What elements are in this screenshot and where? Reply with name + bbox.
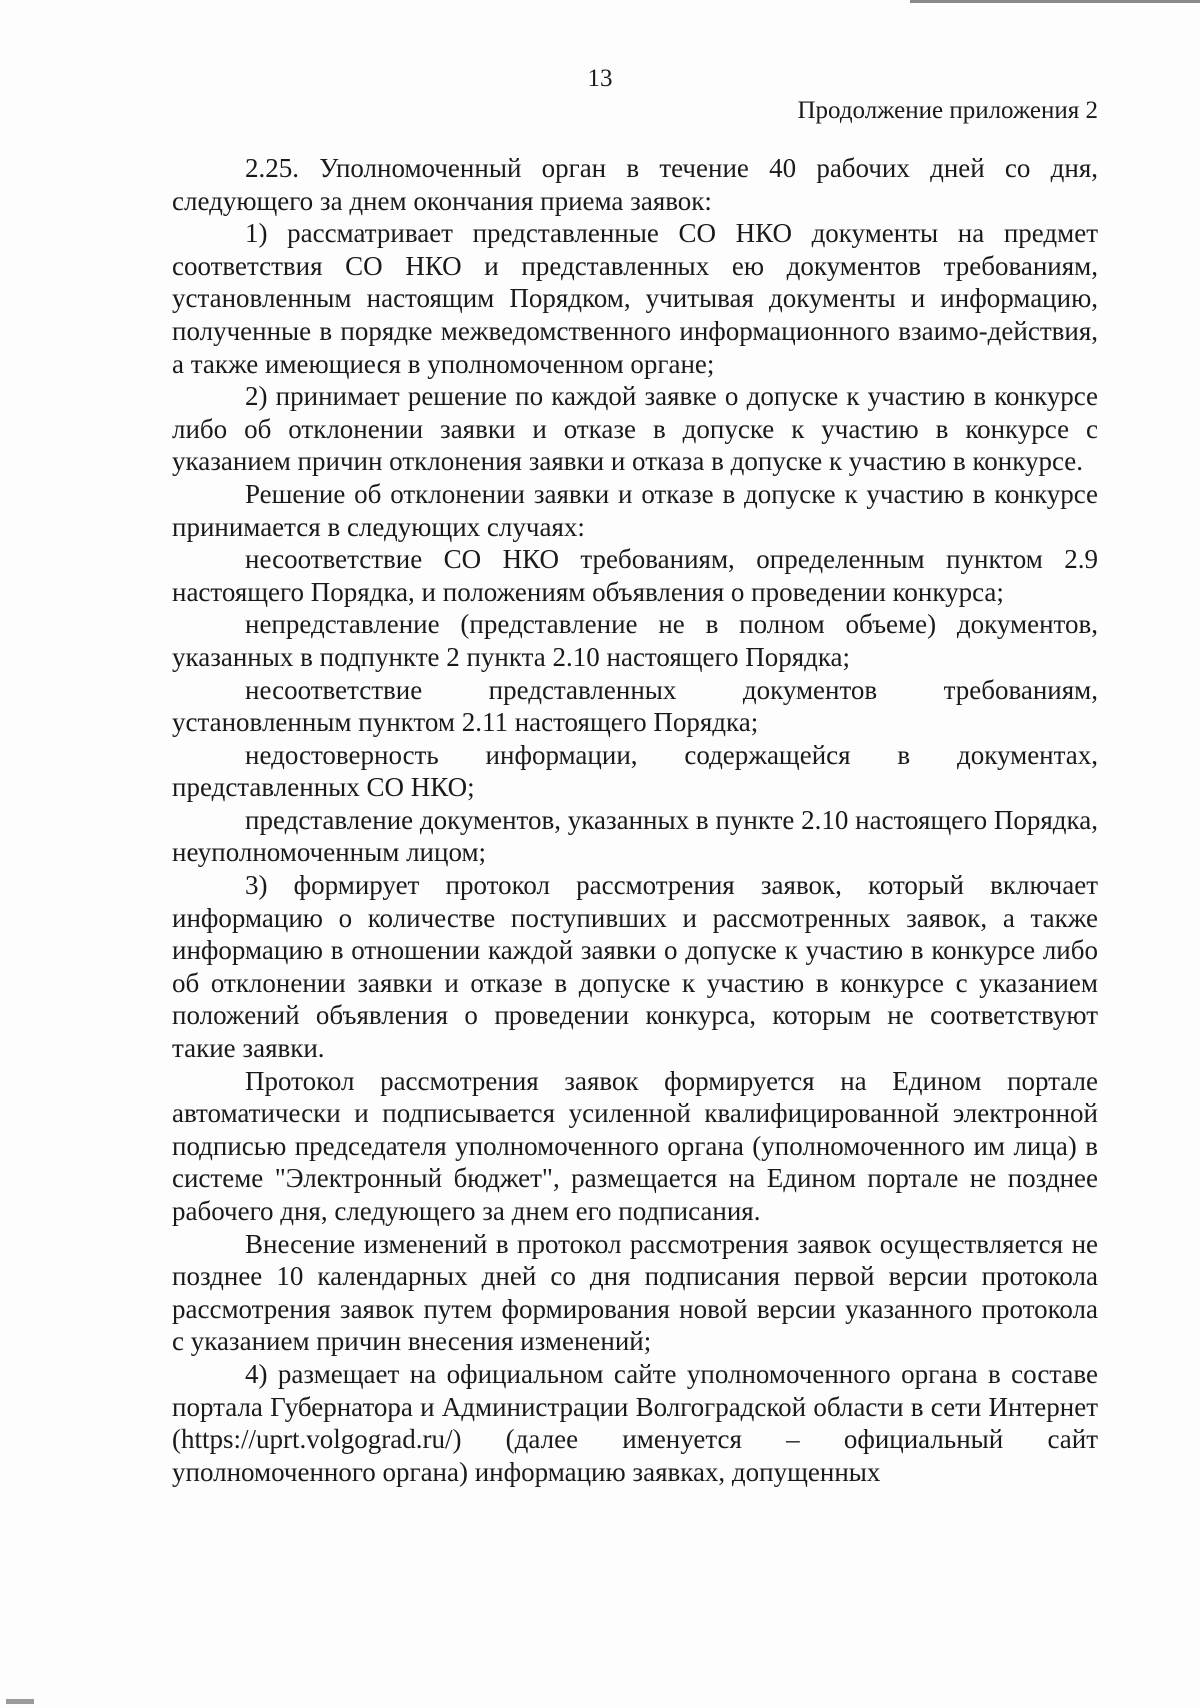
document-body xyxy=(172,152,1098,1488)
paragraph-item-1: 1) рассматривает представленные СО НКО документы на предмет соответствия СО НКО и представленных ею документов требованиям, установленным настоящим Порядком, учитывая документы и информацию, полученные в порядке межведомственного информационного взаимо-действия, а также имеющиеся в уполномоченном органе; xyxy=(172,218,1098,379)
paragraph-rejection-decision: Решение об отклонении заявки и отказе в допуске к участию в конкурсе принимается в следующих случаях: xyxy=(172,478,1098,542)
paragraph-protocol-changes: Внесение изменений в протокол рассмотрения заявок осуществляется не позднее 10 календарных дней со дня подписания первой версии протокола рассмотрения заявок путем формирования новой версии указанного протокола с указанием причин внесения изменений; xyxy=(172,1228,1098,1357)
paragraph-case-requirements: несоответствие СО НКО требованиям, определенным пунктом 2.9 настоящего Порядка, и положениям объявления о проведении конкурса; xyxy=(172,544,1098,607)
paragraph-item-3: 3) формирует протокол рассмотрения заявок, который включает информацию о количестве поступивших и рассмотренных заявок, а также информацию в отношении каждой заявки о допуске к участию в конкурсе либо об отклонении заявки и отказе в допуске к участию в конкурсе с указанием положений объявления о проведении конкурса, которым не соответствуют такие заявки. xyxy=(172,870,1098,1064)
scan-artifact-line xyxy=(910,0,1200,3)
paragraph-case-documents-mismatch: несоответствие представленных документов требованиям, установленным пунктом 2.11 настоящего Порядка; xyxy=(172,674,1098,738)
paragraph-2-25: 2.25. Уполномоченный орган в течение 40 рабочих дней со дня, следующего за днем окончания приема заявок: xyxy=(172,153,1098,216)
paragraph-protocol: Протокол рассмотрения заявок формируется на Едином портале автоматически и подписывается усиленной квалифицированной электронной подписью председателя уполномоченного органа (уполномоченного им лица) в системе "Электронный бюджет", размещается на Едином портале не позднее рабочего дня, следующего за днем его подписания. xyxy=(172,1065,1098,1226)
continuation-label: Продолжение приложения 2 xyxy=(797,97,1098,124)
paragraph-case-unreliable-info: недостоверность информации, содержащейся в документах, представленных СО НКО; xyxy=(172,739,1098,803)
paragraph-item-4: 4) размещает на официальном сайте уполномоченного органа в составе портала Губернатора и Администрации Волгоградской области в сети Интернет (https://uprt.volgograd.ru/) (далее именуется – официальный сайт уполномоченного органа) информацию заявках, допущенных xyxy=(172,1358,1098,1487)
paragraph-case-documents-missing: непредставление (представление не в полном объеме) документов, указанных в подпункте 2 пункта 2.10 настоящего Порядка; xyxy=(172,609,1098,672)
paragraph-case-unauthorized: представление документов, указанных в пункте 2.10 настоящего Порядка, неуполномоченным лицом; xyxy=(172,804,1098,868)
page-number: 13 xyxy=(587,65,613,92)
paragraph-item-2: 2) принимает решение по каждой заявке о допуске к участию в конкурсе либо об отклонении заявки и отказе в допуске к участию в конкурсе с указанием причин отклонения заявки и отказа в допуске к участию в конкурсе. xyxy=(172,381,1098,477)
scan-artifact-mark xyxy=(6,1699,34,1704)
